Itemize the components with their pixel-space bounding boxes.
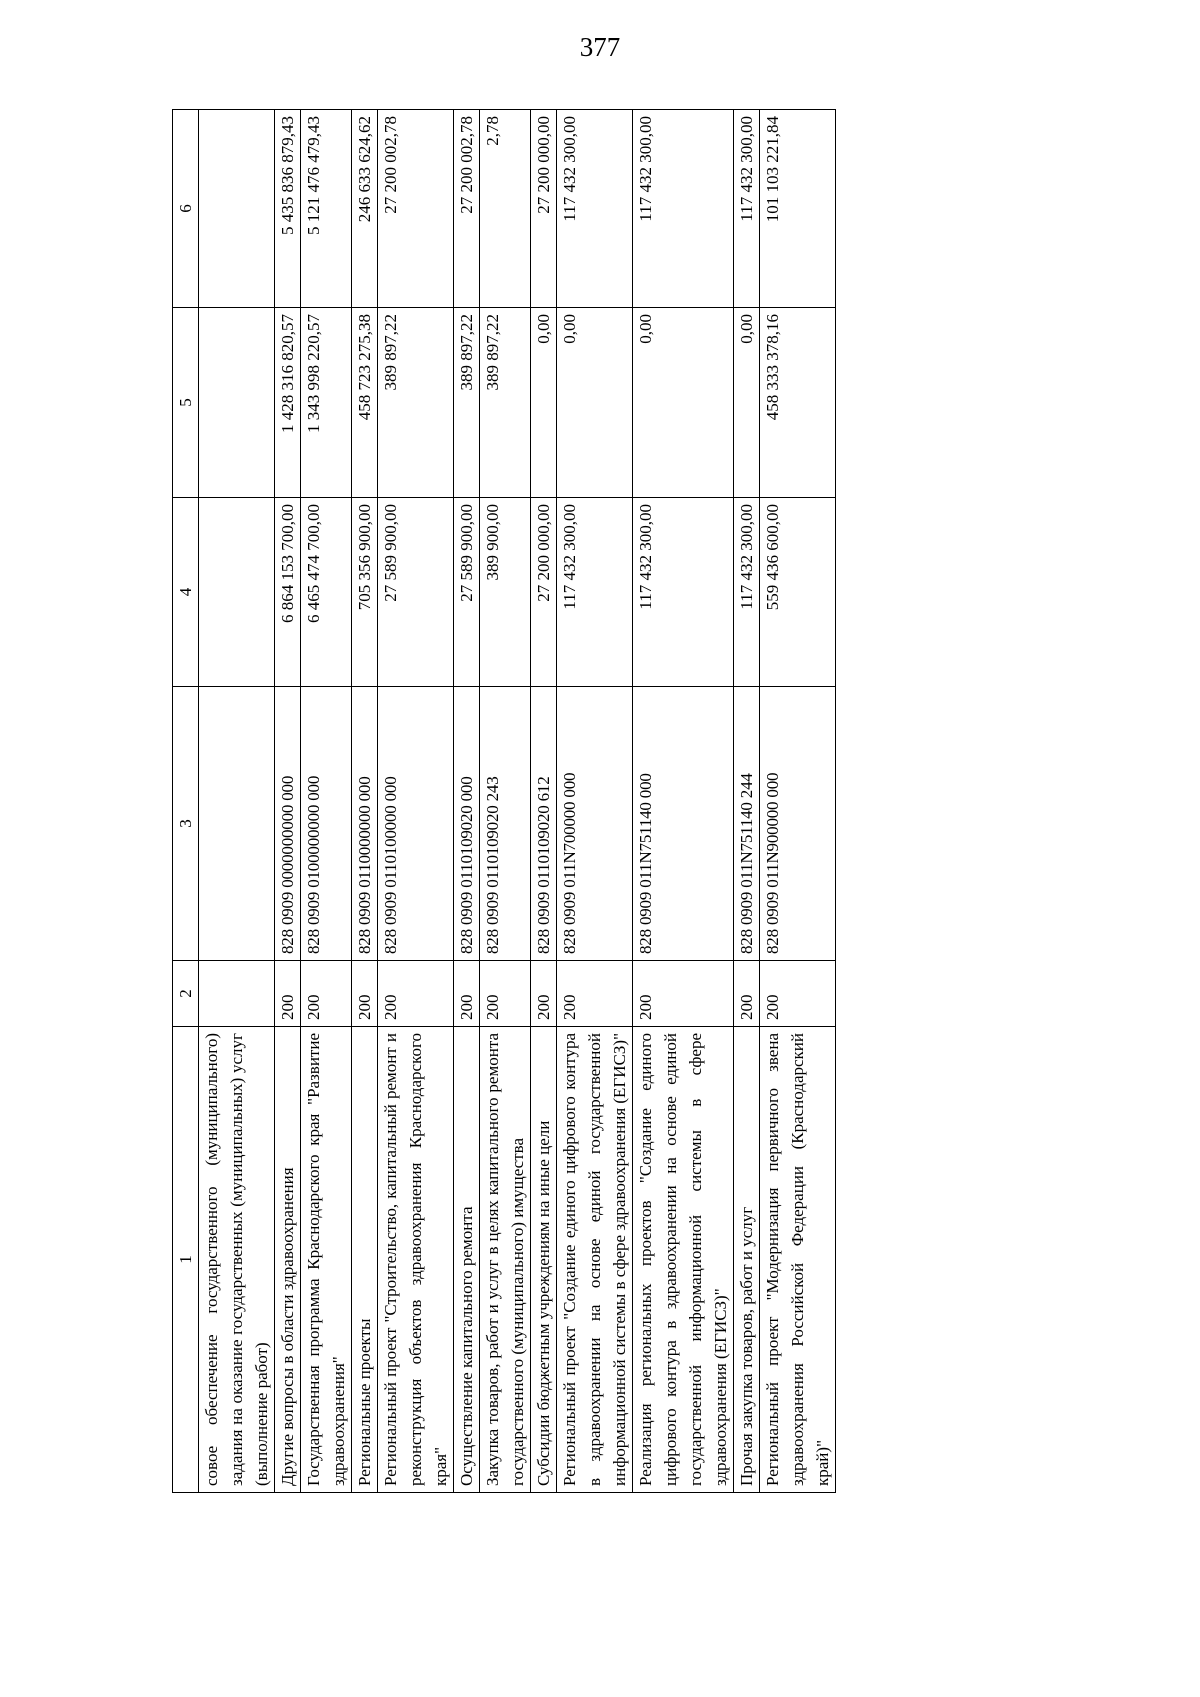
row-value-5: 389 897,22 (454, 308, 480, 498)
row-value-4: 27 589 900,00 (378, 498, 454, 687)
table-row (301, 110, 352, 1493)
row-kbk: 828 0909 011N700000 000 (557, 687, 633, 961)
budget-table (172, 109, 836, 1493)
row-value-6: 246 633 624,62 (352, 110, 378, 308)
row-value-4: 705 356 900,00 (352, 498, 378, 687)
header-cell: 3 (173, 687, 199, 961)
header-cell: 6 (173, 110, 199, 308)
rotated-table-container (172, 110, 1053, 1493)
row-name: Субсидии бюджетным учреждениям на иные цели (531, 1027, 557, 1493)
row-ved: 200 (760, 961, 836, 1027)
row-value-4 (199, 498, 275, 687)
table-row (633, 110, 734, 1493)
row-kbk: 828 0909 0100000000 000 (301, 687, 352, 961)
row-value-6: 117 432 300,00 (557, 110, 633, 308)
row-value-5: 1 428 316 820,57 (275, 308, 301, 498)
row-value-5: 0,00 (734, 308, 760, 498)
table-row (557, 110, 633, 1493)
row-value-4: 6 465 474 700,00 (301, 498, 352, 687)
row-ved: 200 (275, 961, 301, 1027)
table-row (454, 110, 480, 1493)
row-ved: 200 (454, 961, 480, 1027)
row-name: Региональный проект "Модернизация первичного звена здравоохранения Российской Федерации (Краснодарский край)" (760, 1027, 836, 1493)
row-kbk: 828 0909 0110109020 000 (454, 687, 480, 961)
table-row (734, 110, 760, 1493)
table-row (531, 110, 557, 1493)
row-name: Закупка товаров, работ и услуг в целях капитального ремонта государственного (муниципального) имущества (480, 1027, 531, 1493)
row-ved: 200 (301, 961, 352, 1027)
row-ved: 200 (378, 961, 454, 1027)
row-name: Другие вопросы в области здравоохранения (275, 1027, 301, 1493)
row-name: Региональный проект "Строительство, капитальный ремонт и реконструкция объектов здравоохранения Краснодарского края" (378, 1027, 454, 1493)
row-value-4: 27 200 000,00 (531, 498, 557, 687)
row-ved: 200 (557, 961, 633, 1027)
table-row (352, 110, 378, 1493)
row-value-5: 0,00 (633, 308, 734, 498)
row-value-6: 5 121 476 479,43 (301, 110, 352, 308)
row-value-4: 117 432 300,00 (633, 498, 734, 687)
row-kbk (199, 687, 275, 961)
row-value-6: 2,78 (480, 110, 531, 308)
row-value-6: 27 200 000,00 (531, 110, 557, 308)
table-header-row (173, 110, 199, 1493)
header-cell: 5 (173, 308, 199, 498)
row-name: Осуществление капитального ремонта (454, 1027, 480, 1493)
row-value-5: 0,00 (557, 308, 633, 498)
row-ved: 200 (352, 961, 378, 1027)
header-cell: 4 (173, 498, 199, 687)
row-kbk: 828 0909 0110100000 000 (378, 687, 454, 961)
table-row (760, 110, 836, 1493)
row-value-5: 458 333 378,16 (760, 308, 836, 498)
row-value-5: 1 343 998 220,57 (301, 308, 352, 498)
row-kbk: 828 0909 0110109020 243 (480, 687, 531, 961)
row-value-4: 117 432 300,00 (557, 498, 633, 687)
row-kbk: 828 0909 0000000000 000 (275, 687, 301, 961)
header-cell: 1 (173, 1027, 199, 1493)
row-ved: 200 (633, 961, 734, 1027)
row-value-6: 27 200 002,78 (378, 110, 454, 308)
row-ved (199, 961, 275, 1027)
row-kbk: 828 0909 011N751140 000 (633, 687, 734, 961)
table-row (199, 110, 275, 1493)
row-ved: 200 (531, 961, 557, 1027)
row-value-5: 389 897,22 (480, 308, 531, 498)
row-value-5: 458 723 275,38 (352, 308, 378, 498)
row-value-4: 6 864 153 700,00 (275, 498, 301, 687)
row-name: Региональный проект "Создание единого цифрового контура в здравоохранении на основе единой государственной информационной системы в сфере здравоохранения (ЕГИСЗ)" (557, 1027, 633, 1493)
row-value-6 (199, 110, 275, 308)
row-value-6: 5 435 836 879,43 (275, 110, 301, 308)
row-value-4: 117 432 300,00 (734, 498, 760, 687)
row-value-6: 27 200 002,78 (454, 110, 480, 308)
row-value-6: 117 432 300,00 (734, 110, 760, 308)
row-name: совое обеспечение государственного (муниципального) задания на оказание государственных (муниципальных) услуг (выполнение работ) (199, 1027, 275, 1493)
page-number: 377 (579, 32, 621, 62)
header-cell: 2 (173, 961, 199, 1027)
table-row (275, 110, 301, 1493)
row-kbk: 828 0909 0110109020 612 (531, 687, 557, 961)
row-ved: 200 (480, 961, 531, 1027)
row-name: Региональные проекты (352, 1027, 378, 1493)
row-name: Государственная программа Краснодарского края "Развитие здравоохранения" (301, 1027, 352, 1493)
row-kbk: 828 0909 011N900000 000 (760, 687, 836, 961)
table-row (378, 110, 454, 1493)
row-value-6: 117 432 300,00 (633, 110, 734, 308)
row-value-5 (199, 308, 275, 498)
row-name: Реализация региональных проектов "Создание единого цифрового контура в здравоохранении на основе единой государственной информационной системы в сфере здравоохранения (ЕГИСЗ)" (633, 1027, 734, 1493)
row-value-4: 559 436 600,00 (760, 498, 836, 687)
row-kbk: 828 0909 0110000000 000 (352, 687, 378, 961)
row-value-4: 27 589 900,00 (454, 498, 480, 687)
row-value-5: 0,00 (531, 308, 557, 498)
row-value-5: 389 897,22 (378, 308, 454, 498)
row-ved: 200 (734, 961, 760, 1027)
row-kbk: 828 0909 011N751140 244 (734, 687, 760, 961)
row-name: Прочая закупка товаров, работ и услуг (734, 1027, 760, 1493)
row-value-6: 101 103 221,84 (760, 110, 836, 308)
table-row (480, 110, 531, 1493)
row-value-4: 389 900,00 (480, 498, 531, 687)
